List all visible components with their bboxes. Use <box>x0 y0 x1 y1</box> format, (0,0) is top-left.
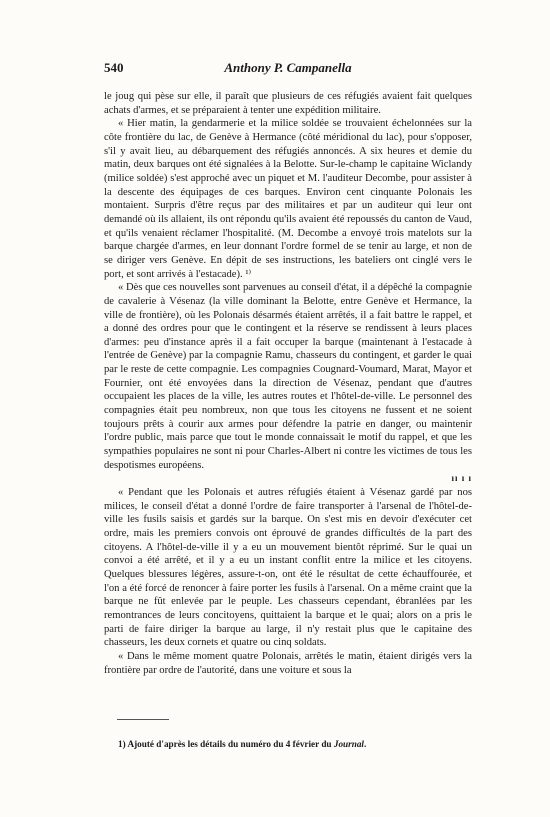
section-mark: ıı ı ı <box>451 473 472 484</box>
page-header <box>104 60 472 78</box>
footnote-end: . <box>363 739 367 749</box>
running-head: Anthony P. Campanella <box>224 60 352 75</box>
footnote-text: Ajouté d'après les détails du numéro du 4 février du <box>127 739 334 749</box>
footnote-journal: Journal <box>333 739 364 749</box>
paragraph: le joug qui pèse sur elle, il paraît que plusieurs de ces réfugiés avaient fait quelques achats d'armes, et se préparaient à tenter une expédition militaire. <box>104 91 472 116</box>
paragraph: « Pendant que les Polonais et autres réfugiés étaient à Vésenaz gardé par nos milices, le conseil d'état a donné l'ordre de faire transporter à l'arsenal de l'hôtel-de-ville les fusils saisis et gardés sur la barque. On s'est mis en devoir d'exécuter cet ordre, mais les premiers convois ont éprouvé de grandes difficultés de la part des citoyens. A l'hôtel-de-ville il y a eu un mouvement bientôt réprimé. Sur le quai un convoi a été arrêté, et il y a eu un instant conflit entre la milice et les citoyens. Quelques blessures légères, assure-t-on, ont été le résultat de cette échauffourée, et l'on a été forcé de renoncer à faire porter les fusils à l'arsenal. On a même craint que la barque ne fût enlevée par le peuple. Les chasseurs cependant, ébranlées par les remontrances de leurs concitoyens, quittaient la barque et le quai; alors on a pris le parti de faire diriger la barque au large, il n'y restait plus que le capitaine des chasseurs, les deux cornets et quatre ou cinq soldats. <box>104 487 472 649</box>
footnote <box>118 738 472 750</box>
paragraph: « Hier matin, la gendarmerie et la milice soldée se trouvaient échelonnées sur la côte frontière du lac, de Genève à Hermance (côté méridional du lac), pour s'opposer, s'il y avait lieu, au débarquement des réfugiés annoncés. A six heures et demie du matin, deux barques ont été signalées à la Belotte. Sur-le-champ le capitaine Wiclandy (milice soldée) s'est approché avec un piquet et M. l'auditeur Decombe, pour assister à la descente des équipages de ces barques. Environ cent cinquante Polonais les montaient. Surpris d'être reçus par des militaires et par un auditeur qui leur ont demandé où ils allaient, ils ont répondu qu'ils avaient été repoussés du canton de Vaud, et qu'ils venaient réclamer l'hospitalité. (M. Decombe a envoyé trois matelots sur la barque chargée d'armes, en leur donnant l'ordre formel de se tenir au large, et non de se diriger vers Genève. En dépit de ses instructions, les bateliers ont cinglé vers le port, et sont arrivés à l'estacade). ¹⁾ <box>104 118 472 280</box>
footnote-number: 1) <box>118 739 126 749</box>
footnote-divider <box>117 719 169 720</box>
paragraph: « Dès que ces nouvelles sont parvenues au conseil d'état, il a dépêché la compagnie de cavalerie à Vésenaz (la ville dominant la Belotte, entre Genève et Hermance, la ville de frontière), où les Polonais désarmés étaient arrêtés, il a fait battre le rappel, et a donné des ordres pour que le contingent et la réserve se rendissent à leurs places d'armes: peu d'instance après il a fait occuper la barque (maintenant à l'estacade à l'entrée de Genève) par la compagnie Ramu, chasseurs du contingent, et garder le quai par le reste de cette compagnie. Les compagnies Cougnard-Voumard, Marat, Mayor et Fournier, ont été envoyées dans la direction de Vésenaz, pendant que d'autres occupaient les places de la ville, les autres routes et l'hôtel-de-ville. Le personnel des compagnies était peu nombreux, non que tous les citoyens ne fussent et ne soient toujours prêts à courir aux armes pour défendre la patrie en danger, ou maintenir l'ordre public, mais parce que tout le monde connaissait le motif du rappel, et que les sympathies populaires ne sont ni pour Charles-Albert ni contre les victimes de tous les despotismes européens. <box>104 282 472 471</box>
body-text <box>104 90 472 677</box>
paragraph: « Dans le même moment quatre Polonais, arrêtés le matin, étaient dirigés vers la frontière par ordre de l'autorité, dans une voiture et sous la <box>104 650 472 676</box>
page-number: 540 <box>104 60 124 75</box>
